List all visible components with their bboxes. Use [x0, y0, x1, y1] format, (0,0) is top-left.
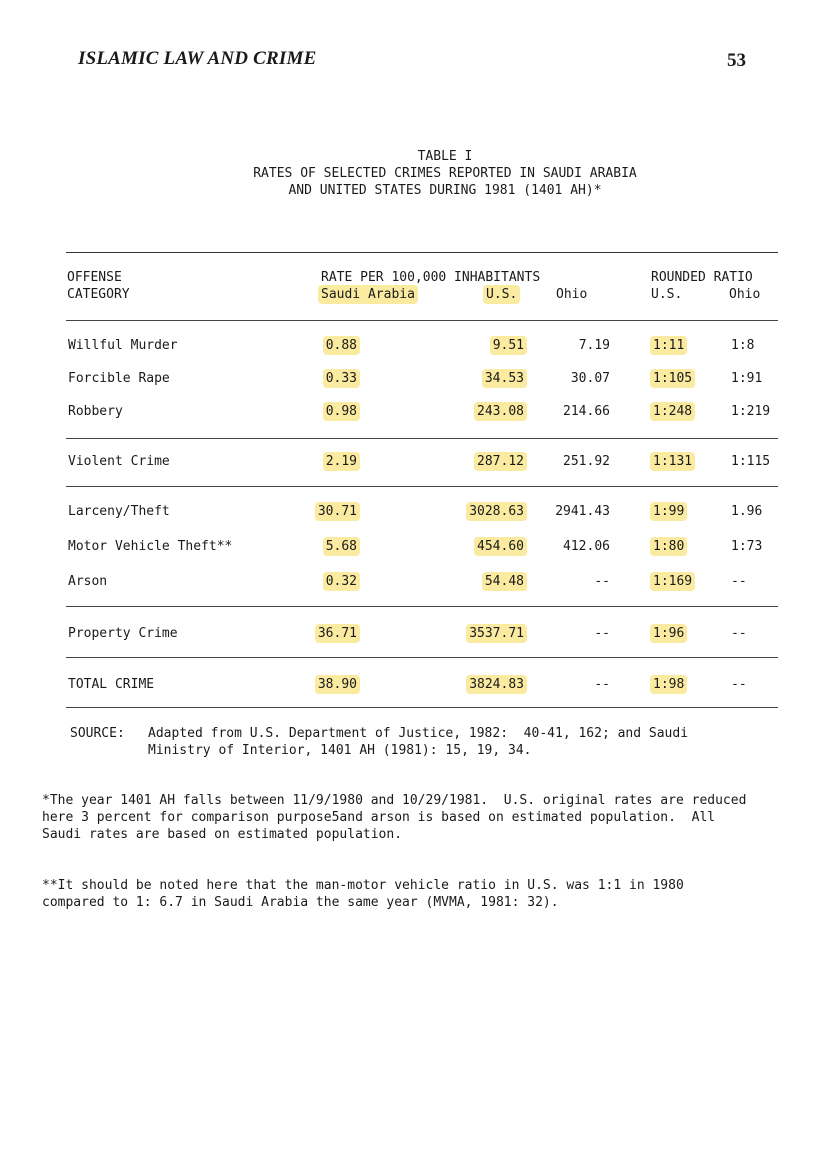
footnote-2-line2: compared to 1: 6.7 in Saudi Arabia the same year (MVMA, 1981: 32).	[42, 895, 559, 910]
row-ratio-ohio: --	[731, 626, 747, 641]
footnote-1-line1: *The year 1401 AH falls between 11/9/1980 and 10/29/1981. U.S. original rates are reduced	[42, 793, 747, 808]
row-ratio-ohio: --	[731, 574, 747, 589]
row-us-rate: 243.08	[474, 402, 527, 421]
row-us-rate: 454.60	[474, 537, 527, 556]
row-ratio-us: 1:248	[650, 402, 695, 421]
row-ohio-rate: 251.92	[563, 454, 610, 469]
rule-before-violent	[66, 438, 778, 439]
header-rate-group: RATE PER 100,000 INHABITANTS	[321, 270, 541, 285]
row-category: Property Crime	[68, 626, 178, 641]
row-us-rate-cell	[482, 370, 527, 387]
row-saudi-rate-cell	[323, 337, 360, 354]
row-ohio-rate: 214.66	[563, 404, 610, 419]
row-ratio-us: 1:131	[650, 452, 695, 471]
footnote-1-line2: here 3 percent for comparison purpose5and arson is based on estimated population. All	[42, 810, 716, 825]
row-ohio-rate: 30.07	[570, 371, 610, 386]
row-ratio-ohio: 1:8	[731, 338, 755, 353]
table-title-line2: AND UNITED STATES DURING 1981 (1401 AH)*	[288, 183, 602, 198]
header-category: CATEGORY	[67, 287, 130, 302]
row-saudi-rate: 0.32	[323, 572, 360, 591]
row-ratio-us: 1:11	[650, 336, 687, 355]
row-us-rate-cell	[474, 403, 527, 420]
header-rule	[66, 320, 778, 321]
row-saudi-rate-cell	[315, 625, 360, 642]
row-us-rate: 54.48	[482, 572, 527, 591]
row-us-rate-cell	[474, 538, 527, 555]
row-ratio-ohio: 1:73	[731, 539, 763, 554]
source-line2: Ministry of Interior, 1401 AH (1981): 15, 19, 34.	[148, 743, 532, 758]
row-ohio-rate: --	[594, 626, 610, 641]
rule-before-total	[66, 657, 778, 658]
row-us-rate-cell	[466, 503, 527, 520]
row-ohio-rate: --	[594, 677, 610, 692]
row-saudi-rate: 0.88	[323, 336, 360, 355]
row-us-rate: 3537.71	[466, 624, 527, 643]
table-bottom-rule	[66, 707, 778, 708]
row-us-rate: 3824.83	[466, 675, 527, 694]
header-offense: OFFENSE	[67, 270, 122, 285]
row-ratio-ohio: 1:115	[731, 454, 771, 469]
row-category: Violent Crime	[68, 454, 170, 469]
row-saudi-rate: 30.71	[315, 502, 360, 521]
row-ratio-us-cell	[650, 337, 687, 354]
row-saudi-rate: 36.71	[315, 624, 360, 643]
row-ohio-rate: 7.19	[578, 338, 610, 353]
table-label: TABLE I	[417, 149, 473, 164]
row-ratio-us-cell	[650, 676, 687, 693]
row-ohio-rate: 412.06	[563, 539, 610, 554]
row-saudi-rate-cell	[323, 573, 360, 590]
header-ratio-us: U.S.	[651, 287, 683, 302]
source-text	[148, 725, 768, 759]
table-title	[150, 148, 740, 199]
table-top-rule	[66, 252, 778, 253]
row-us-rate-cell	[482, 573, 527, 590]
row-category: Robbery	[68, 404, 123, 419]
row-saudi-rate-cell	[323, 538, 360, 555]
row-ratio-us-cell	[650, 370, 695, 387]
row-ratio-ohio: 1:219	[731, 404, 771, 419]
row-ratio-us: 1:98	[650, 675, 687, 694]
footnote-2	[42, 877, 802, 911]
source-label: SOURCE:	[70, 726, 125, 741]
row-saudi-rate: 5.68	[323, 537, 360, 556]
row-category: TOTAL CRIME	[68, 677, 155, 692]
row-saudi-rate-cell	[323, 403, 360, 420]
row-ohio-rate: --	[594, 574, 610, 589]
row-ohio-rate: 2941.43	[555, 504, 610, 519]
footnote-1	[42, 792, 802, 843]
table-title-line1: RATES OF SELECTED CRIMES REPORTED IN SAUDI ARABIA	[253, 166, 637, 181]
row-ratio-ohio: 1:91	[731, 371, 763, 386]
row-ratio-us: 1:80	[650, 537, 687, 556]
row-us-rate-cell	[474, 453, 527, 470]
header-ohio: Ohio	[556, 287, 588, 302]
row-saudi-rate: 0.33	[323, 369, 360, 388]
row-ratio-us: 1:99	[650, 502, 687, 521]
row-ratio-us-cell	[650, 503, 687, 520]
rule-after-violent	[66, 486, 778, 487]
header-ratio-ohio: Ohio	[729, 287, 761, 302]
row-category: Forcible Rape	[68, 371, 170, 386]
row-saudi-rate-cell	[315, 503, 360, 520]
row-category: Arson	[68, 574, 108, 589]
row-us-rate-cell	[490, 337, 527, 354]
rule-before-property	[66, 606, 778, 607]
row-saudi-rate: 38.90	[315, 675, 360, 694]
row-us-rate-cell	[466, 676, 527, 693]
row-ratio-us-cell	[650, 453, 695, 470]
header-saudi: Saudi Arabia	[318, 285, 418, 304]
row-us-rate: 9.51	[490, 336, 527, 355]
row-us-rate: 34.53	[482, 369, 527, 388]
row-ratio-us: 1:105	[650, 369, 695, 388]
row-ratio-us: 1:96	[650, 624, 687, 643]
row-saudi-rate: 2.19	[323, 452, 360, 471]
header-ratio-group: ROUNDED RATIO	[651, 270, 753, 285]
row-ratio-us-cell	[650, 625, 687, 642]
row-ratio-ohio: --	[731, 677, 747, 692]
row-ratio-us: 1:169	[650, 572, 695, 591]
row-ratio-us-cell	[650, 538, 687, 555]
row-us-rate-cell	[466, 625, 527, 642]
page-number: 53	[727, 50, 746, 71]
footnote-1-line3: Saudi rates are based on estimated population.	[42, 827, 403, 842]
row-saudi-rate-cell	[323, 370, 360, 387]
row-ratio-us-cell	[650, 403, 695, 420]
row-us-rate: 3028.63	[466, 502, 527, 521]
row-ratio-us-cell	[650, 573, 695, 590]
source-line1: Adapted from U.S. Department of Justice, 1982: 40-41, 162; and Saudi	[148, 726, 689, 741]
running-head: ISLAMIC LAW AND CRIME	[78, 48, 317, 69]
row-saudi-rate-cell	[315, 676, 360, 693]
row-category: Motor Vehicle Theft**	[68, 539, 233, 554]
row-saudi-rate-cell	[323, 453, 360, 470]
row-category: Willful Murder	[68, 338, 178, 353]
footnote-2-line1: **It should be noted here that the man-motor vehicle ratio in U.S. was 1:1 in 1980	[42, 878, 684, 893]
row-ratio-ohio: 1.96	[731, 504, 763, 519]
row-us-rate: 287.12	[474, 452, 527, 471]
row-saudi-rate: 0.98	[323, 402, 360, 421]
header-us: U.S.	[483, 285, 520, 304]
row-category: Larceny/Theft	[68, 504, 170, 519]
